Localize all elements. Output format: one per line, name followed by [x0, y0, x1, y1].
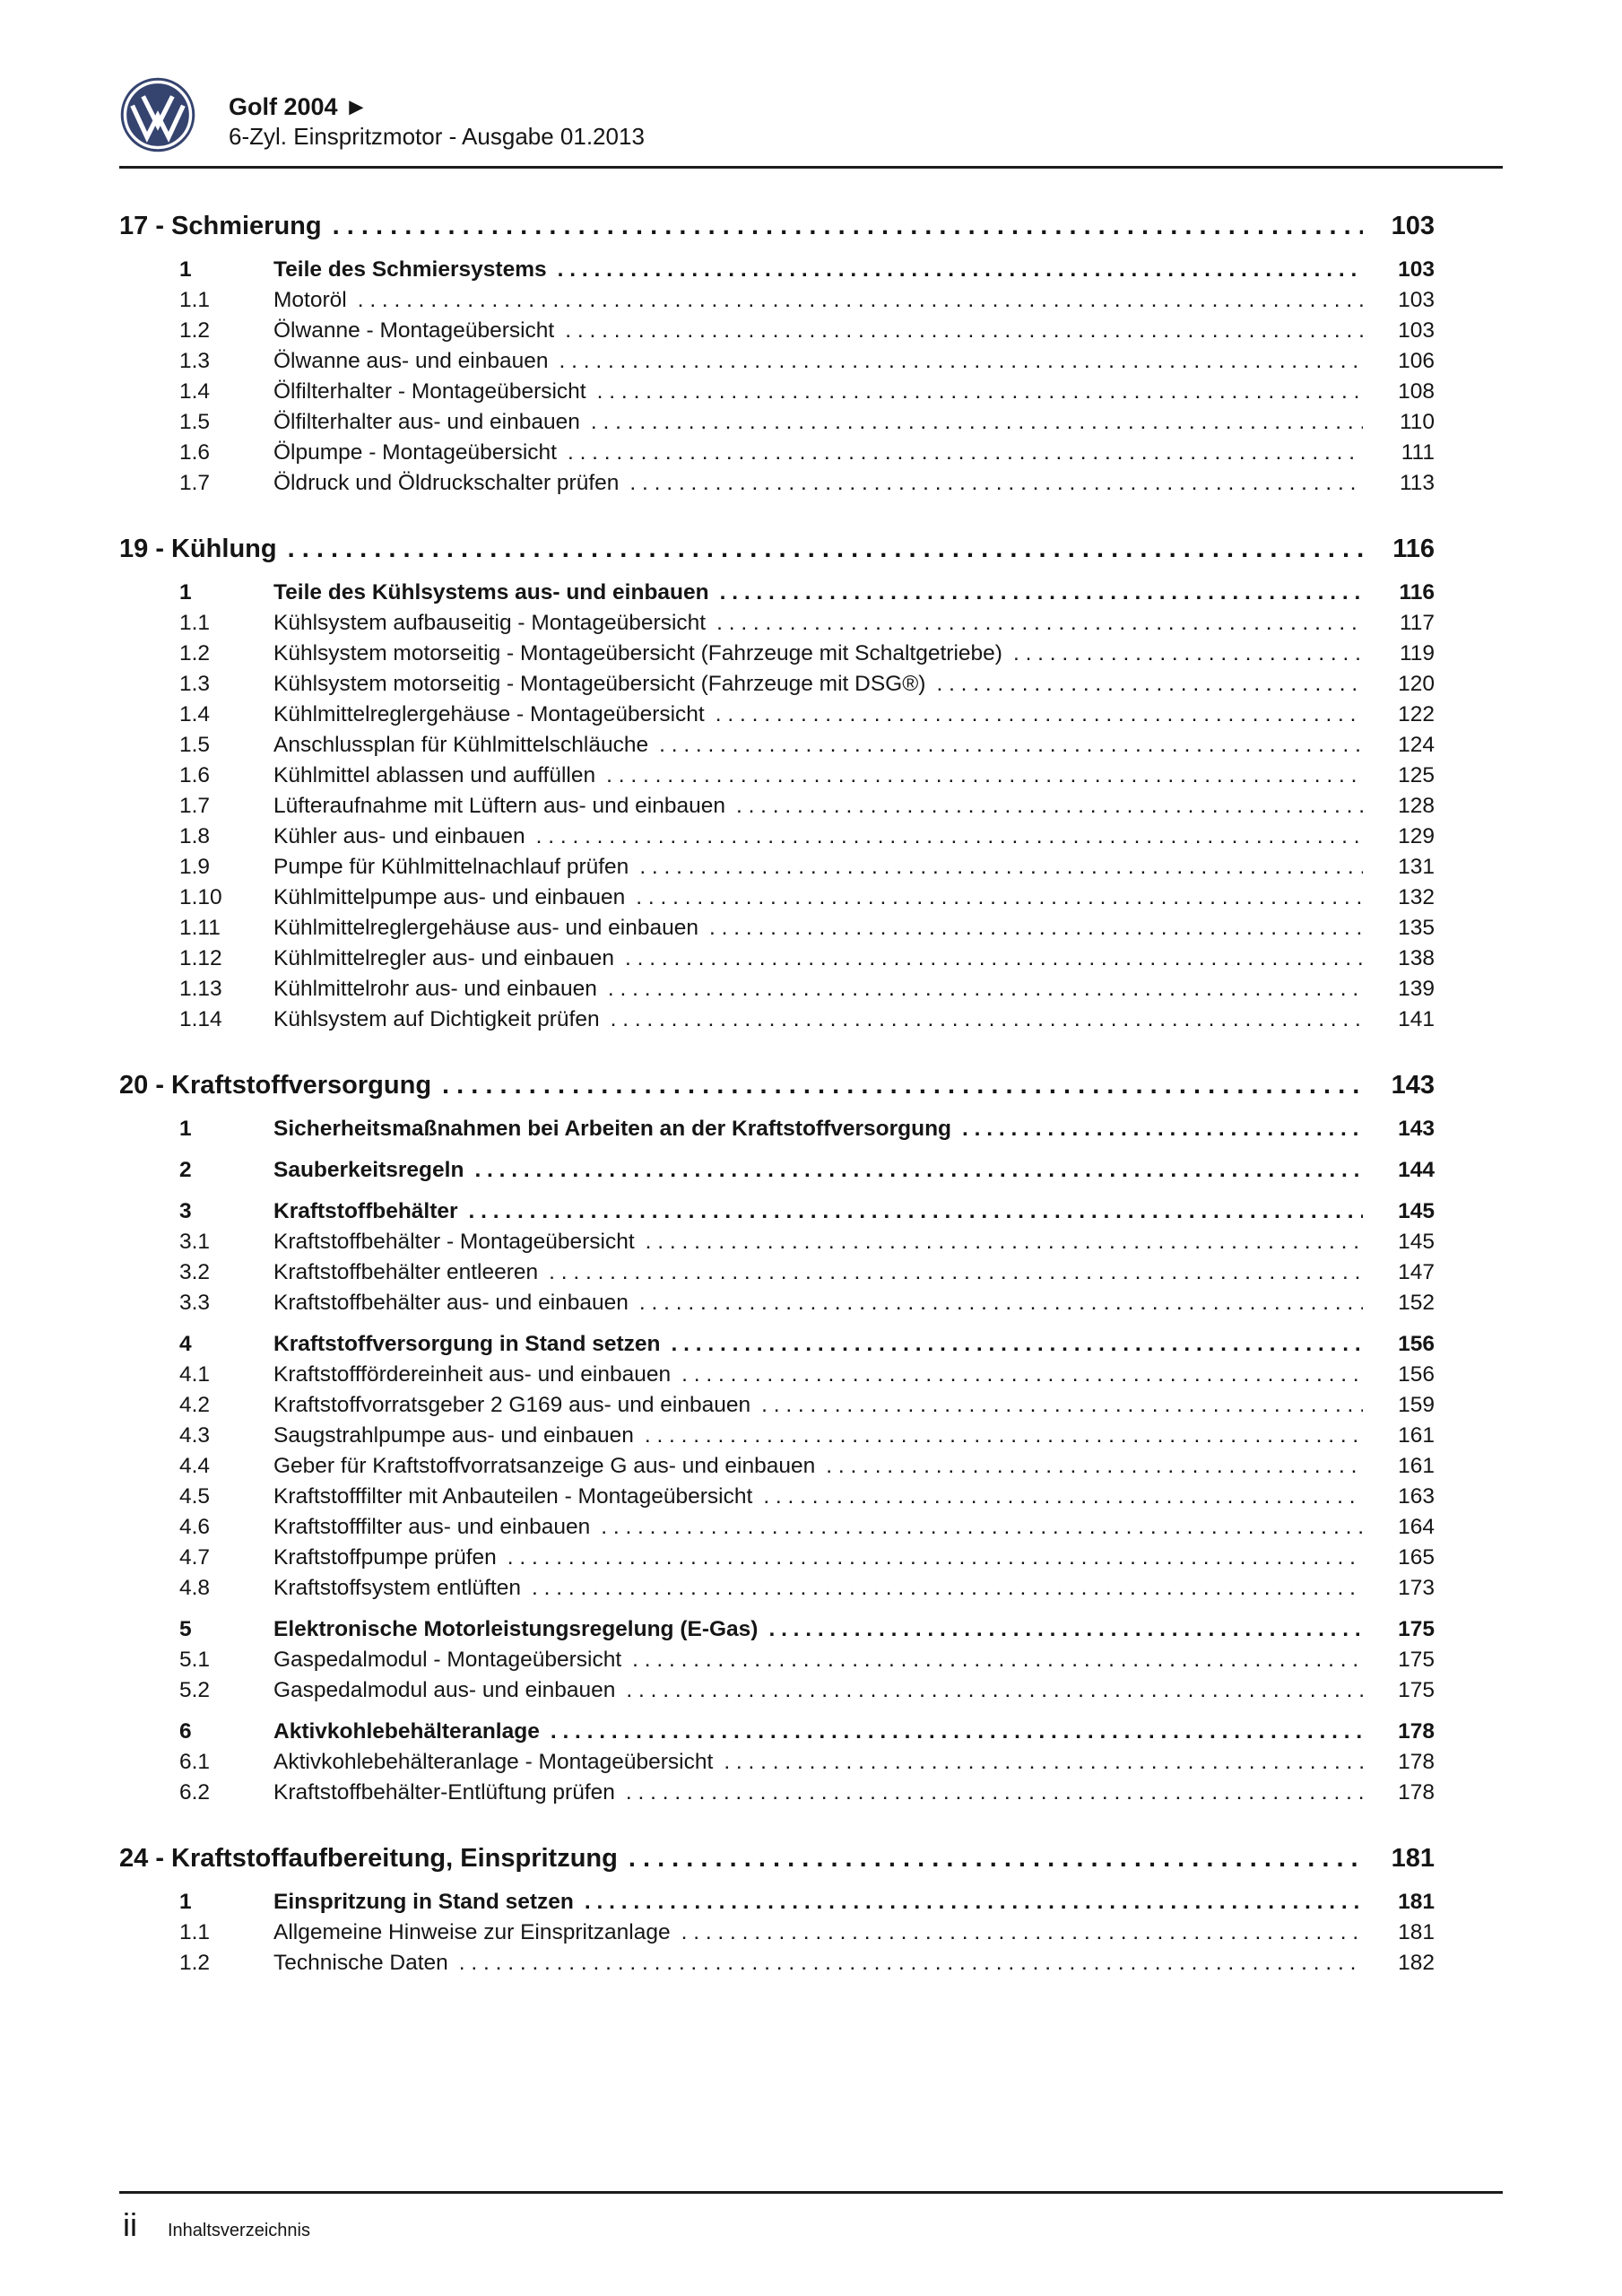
entry-number: 4.2: [179, 1393, 211, 1417]
entry-number: 1.11: [179, 916, 221, 940]
dot-leader: [1013, 639, 1363, 669]
entry-number: 1: [179, 580, 192, 604]
toc-entry: [119, 1614, 1435, 1645]
entry-page-number: 143: [1398, 1117, 1435, 1141]
toc-entry: [119, 1948, 1435, 1979]
toc-chapter: [119, 208, 1435, 499]
toc-entry: [119, 407, 1435, 438]
toc-entry: [119, 578, 1435, 608]
entry-title: Ölfilterhalter aus- und einbauen: [273, 410, 580, 434]
entry-page-number: 156: [1398, 1362, 1435, 1387]
entry-number: 3: [179, 1199, 192, 1223]
entry-page-number: 120: [1398, 672, 1435, 696]
entry-title: Kraftstoffversorgung in Stand setzen: [273, 1332, 661, 1356]
entry-number: 4.5: [179, 1484, 211, 1509]
entry-number: 1.9: [179, 855, 211, 879]
toc-entry: [119, 1004, 1435, 1035]
toc-entry: [119, 377, 1435, 407]
toc-entry: [119, 316, 1435, 346]
toc-chapter-heading: [119, 208, 1435, 244]
dot-leader: [736, 791, 1363, 822]
entry-title: Kraftstoffbehälter aus- und einbauen: [273, 1291, 629, 1315]
entry-page-number: 145: [1398, 1230, 1435, 1254]
dot-leader: [469, 1196, 1363, 1227]
entry-title: Ölwanne - Montageübersicht: [273, 318, 555, 343]
chapter-title: 17 - Schmierung: [119, 212, 322, 240]
toc-chapter-heading: [119, 1067, 1435, 1103]
entry-number: 2: [179, 1158, 192, 1182]
entry-number: 6: [179, 1719, 192, 1744]
entry-number: 6.1: [179, 1750, 211, 1774]
toc-entry: [119, 1360, 1435, 1390]
toc: [119, 208, 1435, 1979]
dot-leader: [936, 669, 1363, 700]
entry-number: 4.8: [179, 1576, 211, 1600]
dot-leader: [768, 1614, 1363, 1645]
entry-number: 1.2: [179, 641, 211, 665]
entry-title: Kraftstoffvorratsgeber 2 G169 aus- und einbauen: [273, 1393, 751, 1417]
entry-title: Motoröl: [273, 288, 347, 312]
footer-label: Inhaltsverzeichnis: [168, 2221, 310, 2240]
entry-number: 1.10: [179, 885, 222, 909]
toc-entry: [119, 1451, 1435, 1482]
entry-number: 1.12: [179, 946, 222, 970]
entry-page-number: 132: [1398, 885, 1435, 909]
chapter-title: 19 - Kühlung: [119, 535, 277, 563]
entry-page-number: 138: [1398, 946, 1435, 970]
entry-page-number: 156: [1398, 1332, 1435, 1356]
dot-leader: [681, 1918, 1363, 1948]
dot-leader: [601, 1512, 1363, 1543]
entry-page-number: 131: [1398, 855, 1435, 879]
entry-title: Kühlmittelreglergehäuse - Montageübersicht: [273, 702, 705, 726]
model-title: Golf 2004 ►: [229, 93, 369, 120]
entry-page-number: 175: [1398, 1648, 1435, 1672]
entry-number: 1.2: [179, 318, 211, 343]
dot-leader: [716, 700, 1363, 730]
toc-entry: [119, 1421, 1435, 1451]
dot-leader: [288, 531, 1363, 567]
footer-page-marker: ii: [123, 2206, 137, 2243]
entry-title: Ölfilterhalter - Montageübersicht: [273, 379, 586, 404]
entry-title: Gaspedalmodul aus- und einbauen: [273, 1678, 616, 1702]
entry-title: Gaspedalmodul - Montageübersicht: [273, 1648, 622, 1672]
header-divider: [119, 166, 1503, 169]
entry-page-number: 141: [1398, 1007, 1435, 1031]
dot-leader: [709, 913, 1363, 944]
dot-leader: [761, 1390, 1363, 1421]
toc-entry: [119, 730, 1435, 761]
entry-number: 1.7: [179, 471, 211, 495]
entry-page-number: 164: [1398, 1515, 1435, 1539]
entry-number: 4.4: [179, 1454, 211, 1478]
entry-page-number: 173: [1398, 1576, 1435, 1600]
entry-title: Kühler aus- und einbauen: [273, 824, 525, 848]
toc-entry: [119, 1887, 1435, 1918]
dot-leader: [536, 822, 1363, 852]
dot-leader: [459, 1948, 1363, 1979]
dot-leader: [625, 944, 1363, 974]
dot-leader: [532, 1573, 1363, 1604]
entry-number: 5: [179, 1617, 192, 1641]
entry-page-number: 103: [1398, 318, 1435, 343]
dot-leader: [333, 208, 1363, 244]
toc-chapter: [119, 1067, 1435, 1808]
entry-title: Kühlmittel ablassen und auffüllen: [273, 763, 596, 787]
toc-entry: [119, 1390, 1435, 1421]
entry-title: Kraftstoffsystem entlüften: [273, 1576, 521, 1600]
entry-title: Teile des Kühlsystems aus- und einbauen: [273, 580, 709, 604]
toc-chapter: [119, 1840, 1435, 1979]
entry-title: Kühlsystem auf Dichtigkeit prüfen: [273, 1007, 600, 1031]
entry-page-number: 110: [1399, 410, 1435, 434]
entry-title: Kraftstoffpumpe prüfen: [273, 1545, 497, 1570]
dot-leader: [681, 1360, 1363, 1390]
entry-page-number: 117: [1399, 611, 1435, 635]
toc-entry: [119, 1196, 1435, 1227]
entry-page-number: 147: [1398, 1260, 1435, 1284]
entry-number: 4.1: [179, 1362, 211, 1387]
dot-leader: [358, 285, 1363, 316]
toc-entry: [119, 1717, 1435, 1747]
entry-number: 1.4: [179, 379, 211, 404]
entry-title: Geber für Kraftstoffvorratsanzeige G aus- und einbauen: [273, 1454, 816, 1478]
toc-chapter-heading: [119, 1840, 1435, 1876]
dot-leader: [645, 1421, 1363, 1451]
entry-title: Aktivkohlebehälteranlage: [273, 1719, 540, 1744]
entry-page-number: 108: [1398, 379, 1435, 404]
entry-title: Ölwanne aus- und einbauen: [273, 349, 549, 373]
dot-leader: [568, 438, 1363, 468]
dot-leader: [962, 1114, 1363, 1144]
entry-title: Kühlsystem motorseitig - Montageübersicht (Fahrzeuge mit DSG®): [273, 672, 926, 696]
dot-leader: [606, 761, 1363, 791]
entry-title: Kühlsystem aufbauseitig - Montageübersicht: [273, 611, 707, 635]
entry-title: Anschlussplan für Kühlmittelschläuche: [273, 733, 649, 757]
entry-title: Kühlmittelreglergehäuse aus- und einbauen: [273, 916, 698, 940]
dot-leader: [724, 1747, 1363, 1778]
dot-leader: [672, 1329, 1363, 1360]
dot-leader: [591, 407, 1363, 438]
entry-number: 1.8: [179, 824, 211, 848]
toc-entry: [119, 822, 1435, 852]
entry-page-number: 116: [1399, 580, 1435, 604]
entry-page-number: 182: [1398, 1951, 1435, 1975]
entry-page-number: 135: [1398, 916, 1435, 940]
entry-page-number: 181: [1398, 1890, 1435, 1914]
toc-entry: [119, 255, 1435, 285]
toc-entry: [119, 1227, 1435, 1257]
entry-title: Kraftstoffbehälter entleeren: [273, 1260, 539, 1284]
entry-page-number: 178: [1398, 1719, 1435, 1744]
entry-number: 1.5: [179, 733, 211, 757]
toc-entry: [119, 944, 1435, 974]
toc-entry: [119, 438, 1435, 468]
entry-page-number: 139: [1398, 977, 1435, 1001]
entry-title: Kühlmittelregler aus- und einbauen: [273, 946, 614, 970]
toc-entry: [119, 974, 1435, 1004]
entry-number: 1.1: [179, 611, 211, 635]
entry-page-number: 124: [1398, 733, 1435, 757]
entry-page-number: 175: [1398, 1678, 1435, 1702]
entry-page-number: 152: [1398, 1291, 1435, 1315]
dot-leader: [585, 1887, 1363, 1918]
toc-entry: [119, 700, 1435, 730]
toc-entry: [119, 1918, 1435, 1948]
toc-entry: [119, 1747, 1435, 1778]
entry-title: Teile des Schmiersystems: [273, 257, 547, 282]
toc-entry: [119, 639, 1435, 669]
entry-number: 5.1: [179, 1648, 211, 1672]
entry-title: Einspritzung in Stand setzen: [273, 1890, 574, 1914]
entry-number: 1.4: [179, 702, 211, 726]
entry-page-number: 128: [1398, 794, 1435, 818]
chapter-page-number: 143: [1391, 1071, 1435, 1100]
entry-title: Öldruck und Öldruckschalter prüfen: [273, 471, 620, 495]
page-footer: [119, 2191, 1503, 2242]
toc-entry: [119, 468, 1435, 499]
entry-title: Sicherheitsmaßnahmen bei Arbeiten an der Kraftstoffversorgung: [273, 1117, 952, 1141]
entry-title: Technische Daten: [273, 1951, 448, 1975]
entry-page-number: 106: [1398, 349, 1435, 373]
entry-number: 4: [179, 1332, 192, 1356]
entry-page-number: 159: [1398, 1393, 1435, 1417]
entry-number: 1: [179, 257, 192, 282]
entry-title: Kraftstofffördereinheit aus- und einbauen: [273, 1362, 672, 1387]
entry-title: Kraftstofffilter aus- und einbauen: [273, 1515, 591, 1539]
dot-leader: [826, 1451, 1363, 1482]
toc-entry: [119, 1543, 1435, 1573]
dot-leader: [474, 1155, 1363, 1186]
dot-leader: [559, 346, 1363, 377]
entry-title: Ölpumpe - Montageübersicht: [273, 440, 557, 465]
toc-entry: [119, 1675, 1435, 1706]
entry-page-number: 111: [1401, 440, 1435, 465]
dot-leader: [636, 883, 1363, 913]
entry-number: 4.3: [179, 1423, 211, 1448]
dot-leader: [639, 852, 1363, 883]
toc-entry: [119, 1512, 1435, 1543]
toc-entry: [119, 883, 1435, 913]
entry-page-number: 103: [1398, 288, 1435, 312]
toc-entry: [119, 761, 1435, 791]
entry-page-number: 125: [1398, 763, 1435, 787]
entry-number: 1.7: [179, 794, 211, 818]
entry-title: Kühlsystem motorseitig - Montageübersicht (Fahrzeuge mit Schaltgetriebe): [273, 641, 1002, 665]
toc-entry: [119, 285, 1435, 316]
entry-number: 4.6: [179, 1515, 211, 1539]
toc-entry: [119, 1329, 1435, 1360]
entry-number: 6.2: [179, 1780, 211, 1805]
entry-title: Elektronische Motorleistungsregelung (E-Gas): [273, 1617, 759, 1641]
dot-leader: [629, 1840, 1363, 1876]
toc-chapter-heading: [119, 531, 1435, 567]
entry-number: 5.2: [179, 1678, 211, 1702]
entry-title: Pumpe für Kühlmittelnachlauf prüfen: [273, 855, 629, 879]
entry-number: 1.2: [179, 1951, 211, 1975]
entry-number: 1: [179, 1117, 192, 1141]
entry-title: Lüfteraufnahme mit Lüftern aus- und einbauen: [273, 794, 725, 818]
entry-page-number: 178: [1398, 1780, 1435, 1805]
toc-entry: [119, 1114, 1435, 1144]
toc-entry: [119, 1645, 1435, 1675]
entry-page-number: 129: [1398, 824, 1435, 848]
toc-entry: [119, 791, 1435, 822]
entry-page-number: 122: [1398, 702, 1435, 726]
entry-number: 3.1: [179, 1230, 211, 1254]
entry-page-number: 103: [1398, 257, 1435, 282]
entry-number: 3.2: [179, 1260, 211, 1284]
entry-number: 1.6: [179, 763, 211, 787]
dot-leader: [763, 1482, 1363, 1512]
entry-number: 1: [179, 1890, 192, 1914]
footer-divider: [119, 2191, 1503, 2194]
entry-page-number: 119: [1399, 641, 1435, 665]
entry-title: Sauberkeitsregeln: [273, 1158, 464, 1182]
dot-leader: [611, 1004, 1363, 1035]
dot-leader: [632, 1645, 1363, 1675]
chapter-title: 20 - Kraftstoffversorgung: [119, 1071, 432, 1100]
dot-leader: [659, 730, 1363, 761]
entry-number: 1.5: [179, 410, 211, 434]
chapter-page-number: 181: [1391, 1844, 1435, 1873]
dot-leader: [716, 608, 1363, 639]
entry-title: Saugstrahlpumpe aus- und einbauen: [273, 1423, 634, 1448]
dot-leader: [549, 1257, 1363, 1288]
dot-leader: [551, 1717, 1363, 1747]
toc-entry: [119, 1288, 1435, 1318]
chapter-title: 24 - Kraftstoffaufbereitung, Einspritzung: [119, 1844, 618, 1873]
toc-entry: [119, 913, 1435, 944]
entry-title: Kraftstofffilter mit Anbauteilen - Montageübersicht: [273, 1484, 753, 1509]
page-header: [119, 76, 1503, 153]
toc-entry: [119, 608, 1435, 639]
entry-title: Aktivkohlebehälteranlage - Montageübersicht: [273, 1750, 714, 1774]
entry-page-number: 113: [1399, 471, 1435, 495]
dot-leader: [629, 468, 1363, 499]
entry-page-number: 145: [1398, 1199, 1435, 1223]
toc-entry: [119, 1482, 1435, 1512]
toc-entry: [119, 852, 1435, 883]
entry-title: Kühlmittelpumpe aus- und einbauen: [273, 885, 626, 909]
dot-leader: [558, 255, 1363, 285]
dot-leader: [507, 1543, 1363, 1573]
footer-line: [119, 2208, 1503, 2242]
dot-leader: [565, 316, 1363, 346]
header-text: [229, 91, 645, 153]
dot-leader: [442, 1067, 1363, 1103]
vw-logo-icon: [119, 76, 196, 153]
chapter-page-number: 116: [1392, 535, 1435, 563]
chapter-page-number: 103: [1391, 212, 1435, 240]
entry-page-number: 161: [1398, 1423, 1435, 1448]
entry-page-number: 144: [1398, 1158, 1435, 1182]
entry-number: 1.6: [179, 440, 211, 465]
toc-entry: [119, 346, 1435, 377]
entry-page-number: 161: [1398, 1454, 1435, 1478]
entry-page-number: 181: [1398, 1920, 1435, 1944]
dot-leader: [639, 1288, 1363, 1318]
dot-leader: [608, 974, 1363, 1004]
entry-number: 1.1: [179, 288, 211, 312]
dot-leader: [597, 377, 1363, 407]
toc-entry: [119, 1573, 1435, 1604]
entry-title: Allgemeine Hinweise zur Einspritzanlage: [273, 1920, 671, 1944]
entry-page-number: 175: [1398, 1617, 1435, 1641]
toc-entry: [119, 1155, 1435, 1186]
entry-title: Kühlmittelrohr aus- und einbauen: [273, 977, 597, 1001]
entry-number: 1.13: [179, 977, 222, 1001]
entry-page-number: 163: [1398, 1484, 1435, 1509]
toc-entry: [119, 1257, 1435, 1288]
entry-number: 4.7: [179, 1545, 211, 1570]
toc-entry: [119, 1778, 1435, 1808]
dot-leader: [626, 1778, 1363, 1808]
entry-title: Kraftstoffbehälter - Montageübersicht: [273, 1230, 635, 1254]
entry-title: Kraftstoffbehälter-Entlüftung prüfen: [273, 1780, 615, 1805]
edition-subtitle: 6-Zyl. Einspritzmotor - Ausgabe 01.2013: [229, 123, 645, 150]
entry-number: 3.3: [179, 1291, 211, 1315]
entry-page-number: 165: [1398, 1545, 1435, 1570]
entry-number: 1.3: [179, 349, 211, 373]
entry-page-number: 178: [1398, 1750, 1435, 1774]
entry-number: 1.14: [179, 1007, 222, 1031]
toc-chapter: [119, 531, 1435, 1035]
dot-leader: [626, 1675, 1363, 1706]
entry-number: 1.1: [179, 1920, 211, 1944]
dot-leader: [646, 1227, 1363, 1257]
entry-number: 1.3: [179, 672, 211, 696]
toc-entry: [119, 669, 1435, 700]
dot-leader: [720, 578, 1363, 608]
entry-title: Kraftstoffbehälter: [273, 1199, 458, 1223]
